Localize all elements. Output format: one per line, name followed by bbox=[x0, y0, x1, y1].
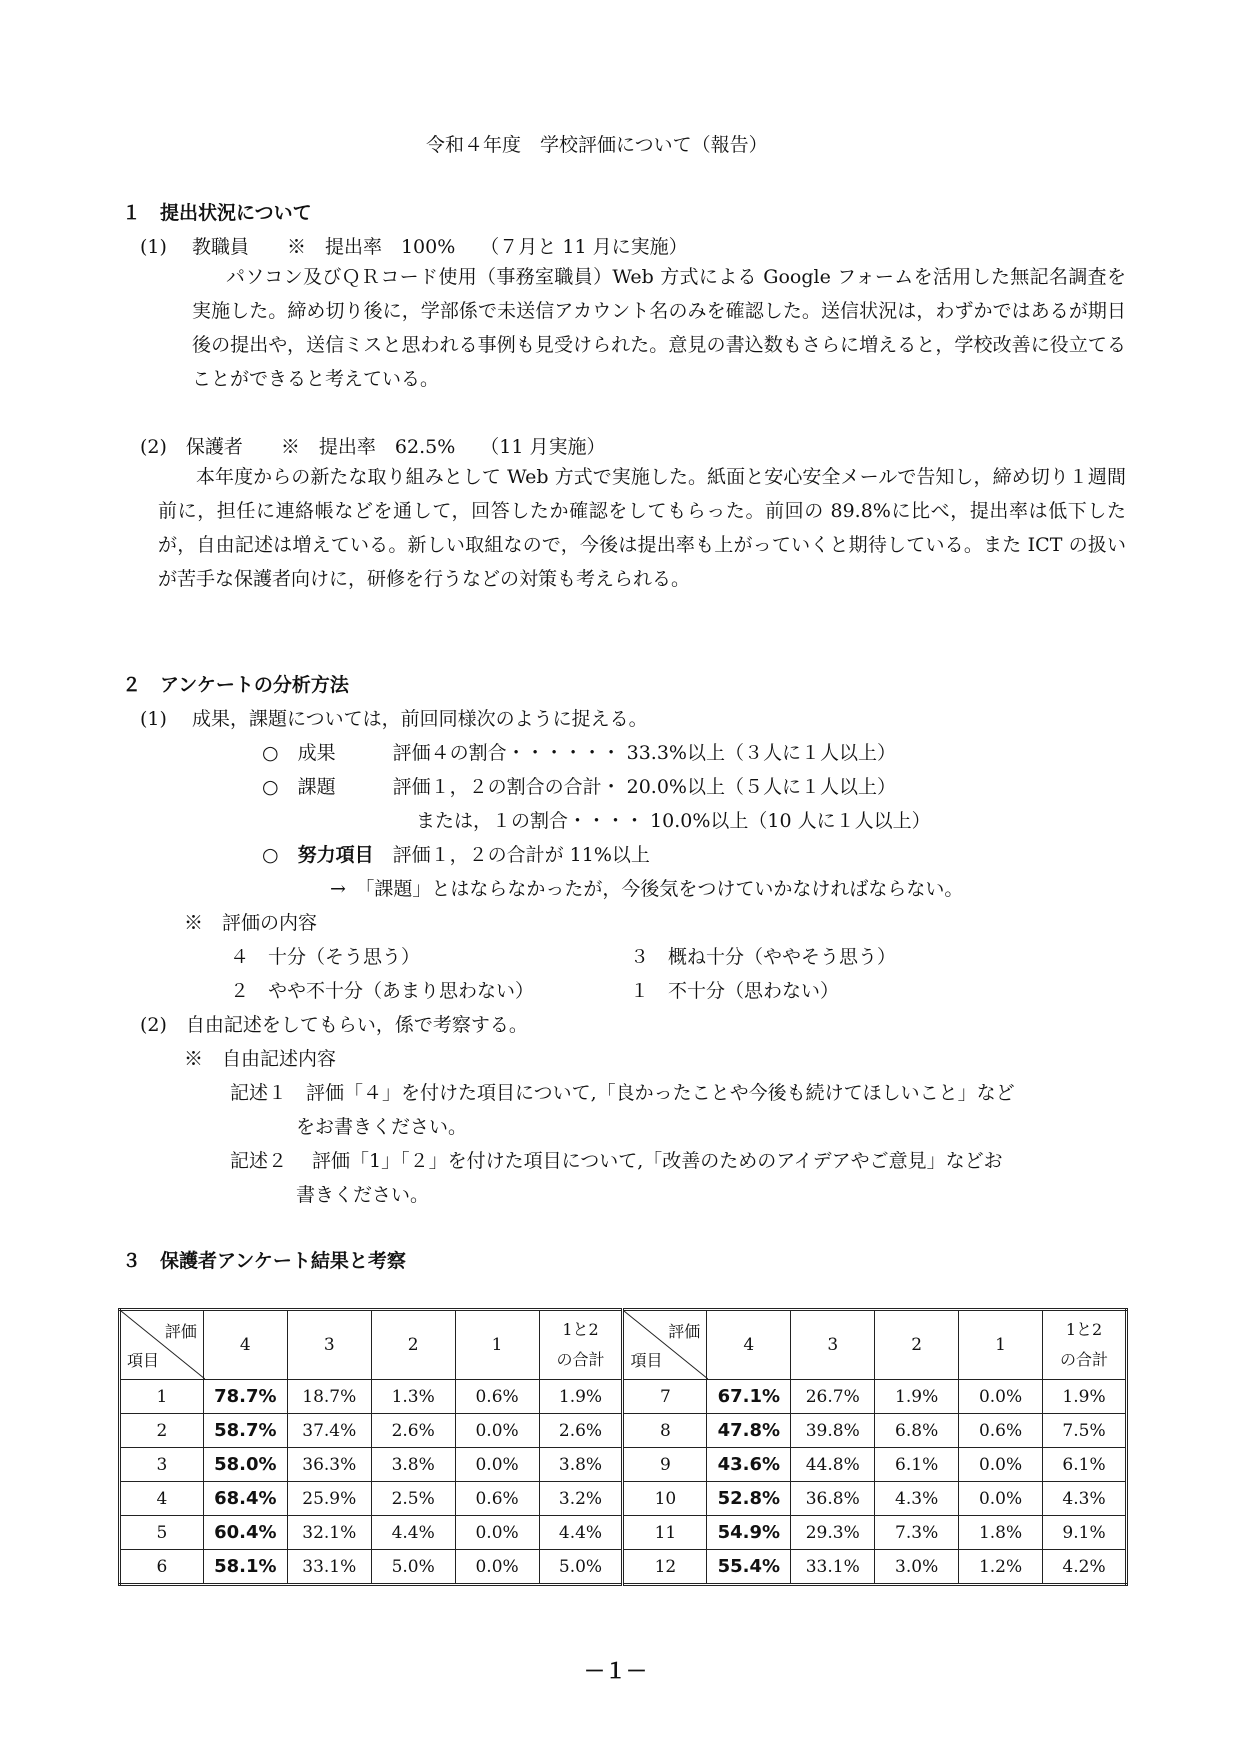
survey-results-table bbox=[118, 1308, 1128, 1586]
percent-cell: 33.1% bbox=[287, 1550, 371, 1585]
document-title: 令和４年度 学校評価について（報告） bbox=[426, 134, 768, 156]
percent-cell: 0.6% bbox=[455, 1482, 539, 1516]
percent-cell: 78.7% bbox=[203, 1380, 287, 1414]
percent-cell: 2.5% bbox=[371, 1482, 455, 1516]
percent-cell: 67.1% bbox=[707, 1380, 791, 1414]
header-sum-line2: の合計 bbox=[1060, 1350, 1109, 1369]
percent-cell: 4.3% bbox=[875, 1482, 959, 1516]
free-description-1-cont: をお書きください。 bbox=[296, 1116, 468, 1138]
criteria-effort-label: 努力項目 bbox=[297, 844, 374, 866]
analysis-intro: (1) 成果，課題については，前回同様次のように捉える。 bbox=[140, 708, 648, 730]
percent-cell: 4.4% bbox=[371, 1516, 455, 1550]
percent-cell: 7.5% bbox=[1043, 1414, 1127, 1448]
percent-cell: 6.8% bbox=[875, 1414, 959, 1448]
item-number-cell: 5 bbox=[120, 1516, 204, 1550]
item-number-cell: 7 bbox=[623, 1380, 707, 1414]
item-number-cell: 10 bbox=[623, 1482, 707, 1516]
rating-3: ３ 概ね十分（ややそう思う） bbox=[630, 946, 897, 968]
percent-cell: 18.7% bbox=[287, 1380, 371, 1414]
percent-cell: 4.3% bbox=[1043, 1482, 1127, 1516]
percent-cell: 44.8% bbox=[791, 1448, 875, 1482]
teacher-submission-heading: (1) 教職員 ※ 提出率 100% （７月と 11 月に実施） bbox=[140, 236, 688, 258]
percent-cell: 43.6% bbox=[707, 1448, 791, 1482]
header-col-3: 3 bbox=[791, 1310, 875, 1380]
table-row bbox=[120, 1414, 1127, 1448]
header-col-1: 1 bbox=[455, 1310, 539, 1380]
header-eval-label: 評価 bbox=[668, 1322, 701, 1341]
item-number-cell: 8 bbox=[623, 1414, 707, 1448]
header-col-sum bbox=[1043, 1310, 1127, 1380]
item-number-cell: 6 bbox=[120, 1550, 204, 1585]
table-row bbox=[120, 1448, 1127, 1482]
percent-cell: 0.0% bbox=[959, 1482, 1043, 1516]
percent-cell: 1.3% bbox=[371, 1380, 455, 1414]
percent-cell: 39.8% bbox=[791, 1414, 875, 1448]
percent-cell: 1.2% bbox=[959, 1550, 1043, 1585]
header-eval-label: 評価 bbox=[164, 1322, 197, 1341]
teacher-submission-text: パソコン及びＱＲコード使用（事務室職員）Web 方式による Google フォームを活用した無記名調査を実施した。締め切り後に，学部係で未送信アカウント名のみを確認した。送信状況は，わずかではあるが期日後の提出や，送信ミスと思われる事例も見受けられた。意見の書込数もさらに増えると，学校改善に役立てることができると考えている。 bbox=[192, 266, 1126, 390]
percent-cell: 4.2% bbox=[1043, 1550, 1127, 1585]
percent-cell: 60.4% bbox=[203, 1516, 287, 1550]
percent-cell: 6.1% bbox=[1043, 1448, 1127, 1482]
header-col-4: 4 bbox=[203, 1310, 287, 1380]
item-number-cell: 1 bbox=[120, 1380, 204, 1414]
criteria-effort bbox=[262, 840, 650, 867]
percent-cell: 9.1% bbox=[1043, 1516, 1127, 1550]
percent-cell: 58.7% bbox=[203, 1414, 287, 1448]
percent-cell: 7.3% bbox=[875, 1516, 959, 1550]
free-description-2-cont: 書きください。 bbox=[296, 1184, 430, 1206]
free-description-2: 記述２ 評価「1」「２」を付けた項目について,「改善のためのアイデアやご意見」などお bbox=[230, 1150, 1003, 1172]
criteria-effort-mark: ○ bbox=[262, 844, 298, 866]
item-number-cell: 12 bbox=[623, 1550, 707, 1585]
header-sum-line1: 1と2 bbox=[562, 1320, 599, 1339]
percent-cell: 52.8% bbox=[707, 1482, 791, 1516]
free-description-intro: (2) 自由記述をしてもらい，係で考察する。 bbox=[140, 1014, 528, 1036]
header-diagonal-cell bbox=[120, 1310, 204, 1380]
percent-cell: 25.9% bbox=[287, 1482, 371, 1516]
parent-submission-text: 本年度からの新たな取り組みとして Web 方式で実施した。紙面と安心安全メールで告知し，締め切り１週間前に，担任に連絡帳などを通して，回答したか確認をしてもらった。前回の 89.8%に比べ，提出率は低下したが，自由記述は増えている。新しい取組なので，今後は提出率も上がっていくと期待している。また ICT の扱いが苦手な保護者向けに，研修を行うなどの対策も考えられる。 bbox=[158, 466, 1126, 590]
header-sum-line1: 1と2 bbox=[1065, 1320, 1103, 1339]
header-col-1: 1 bbox=[959, 1310, 1043, 1380]
header-col-4: 4 bbox=[707, 1310, 791, 1380]
percent-cell: 0.0% bbox=[959, 1380, 1043, 1414]
criteria-effort-text: 評価１，２の合計が 11%以上 bbox=[373, 844, 650, 866]
percent-cell: 0.0% bbox=[455, 1516, 539, 1550]
page-number: －１－ bbox=[584, 1659, 647, 1683]
rating-heading: ※ 評価の内容 bbox=[184, 912, 318, 934]
percent-cell: 58.0% bbox=[203, 1448, 287, 1482]
header-col-3: 3 bbox=[287, 1310, 371, 1380]
table-row bbox=[120, 1516, 1127, 1550]
parent-submission-heading: (2) 保護者 ※ 提出率 62.5% （11 月実施） bbox=[140, 436, 606, 458]
table-row bbox=[120, 1482, 1127, 1516]
rating-2: ２ やや不十分（あまり思わない） bbox=[230, 980, 535, 1002]
criteria-issue: ○ 課題 評価１，２の割合の合計・ 20.0%以上（５人に１人以上） bbox=[262, 776, 896, 798]
section-1-heading: １ 提出状況について bbox=[122, 202, 312, 224]
header-col-sum bbox=[539, 1310, 623, 1380]
header-col-2: 2 bbox=[875, 1310, 959, 1380]
percent-cell: 5.0% bbox=[539, 1550, 623, 1585]
percent-cell: 0.6% bbox=[455, 1380, 539, 1414]
percent-cell: 4.4% bbox=[539, 1516, 623, 1550]
percent-cell: 0.6% bbox=[959, 1414, 1043, 1448]
percent-cell: 1.9% bbox=[539, 1380, 623, 1414]
table-row bbox=[120, 1550, 1127, 1585]
item-number-cell: 2 bbox=[120, 1414, 204, 1448]
percent-cell: 1.9% bbox=[1043, 1380, 1127, 1414]
percent-cell: 37.4% bbox=[287, 1414, 371, 1448]
percent-cell: 32.1% bbox=[287, 1516, 371, 1550]
percent-cell: 0.0% bbox=[455, 1550, 539, 1585]
percent-cell: 3.8% bbox=[539, 1448, 623, 1482]
item-number-cell: 3 bbox=[120, 1448, 204, 1482]
percent-cell: 0.0% bbox=[455, 1448, 539, 1482]
table-header-row bbox=[120, 1310, 1127, 1380]
free-description-1: 記述１ 評価「４」を付けた項目について,「良かったことや今後も続けてほしいこと」など bbox=[230, 1082, 1015, 1104]
percent-cell: 3.8% bbox=[371, 1448, 455, 1482]
percent-cell: 68.4% bbox=[203, 1482, 287, 1516]
percent-cell: 6.1% bbox=[875, 1448, 959, 1482]
percent-cell: 58.1% bbox=[203, 1550, 287, 1585]
percent-cell: 0.0% bbox=[455, 1414, 539, 1448]
header-item-label: 項目 bbox=[630, 1351, 663, 1370]
rating-4: ４ 十分（そう思う） bbox=[230, 946, 421, 968]
criteria-effort-note: → 「課題」とはならなかったが，今後気をつけていかなければならない。 bbox=[330, 878, 964, 900]
percent-cell: 26.7% bbox=[791, 1380, 875, 1414]
item-number-cell: 9 bbox=[623, 1448, 707, 1482]
percent-cell: 54.9% bbox=[707, 1516, 791, 1550]
section-2-heading: ２ アンケートの分析方法 bbox=[122, 674, 349, 696]
header-item-label: 項目 bbox=[127, 1351, 160, 1370]
percent-cell: 3.2% bbox=[539, 1482, 623, 1516]
percent-cell: 2.6% bbox=[371, 1414, 455, 1448]
percent-cell: 2.6% bbox=[539, 1414, 623, 1448]
percent-cell: 29.3% bbox=[791, 1516, 875, 1550]
percent-cell: 0.0% bbox=[959, 1448, 1043, 1482]
item-number-cell: 11 bbox=[623, 1516, 707, 1550]
table-row bbox=[120, 1380, 1127, 1414]
rating-1: １ 不十分（思わない） bbox=[630, 980, 840, 1002]
percent-cell: 55.4% bbox=[707, 1550, 791, 1585]
criteria-success: ○ 成果 評価４の割合・・・・・・ 33.3%以上（３人に１人以上） bbox=[262, 742, 896, 764]
header-sum-line2: の合計 bbox=[556, 1350, 605, 1369]
percent-cell: 3.0% bbox=[875, 1550, 959, 1585]
criteria-issue-alt: または，１の割合・・・・ 10.0%以上（10 人に１人以上） bbox=[416, 810, 931, 832]
percent-cell: 1.8% bbox=[959, 1516, 1043, 1550]
percent-cell: 36.8% bbox=[791, 1482, 875, 1516]
percent-cell: 33.1% bbox=[791, 1550, 875, 1585]
section-3-heading: ３ 保護者アンケート結果と考察 bbox=[122, 1250, 406, 1272]
percent-cell: 1.9% bbox=[875, 1380, 959, 1414]
percent-cell: 36.3% bbox=[287, 1448, 371, 1482]
percent-cell: 5.0% bbox=[371, 1550, 455, 1585]
free-description-heading: ※ 自由記述内容 bbox=[184, 1048, 337, 1070]
percent-cell: 47.8% bbox=[707, 1414, 791, 1448]
header-col-2: 2 bbox=[371, 1310, 455, 1380]
item-number-cell: 4 bbox=[120, 1482, 204, 1516]
header-diagonal-cell bbox=[623, 1310, 707, 1380]
